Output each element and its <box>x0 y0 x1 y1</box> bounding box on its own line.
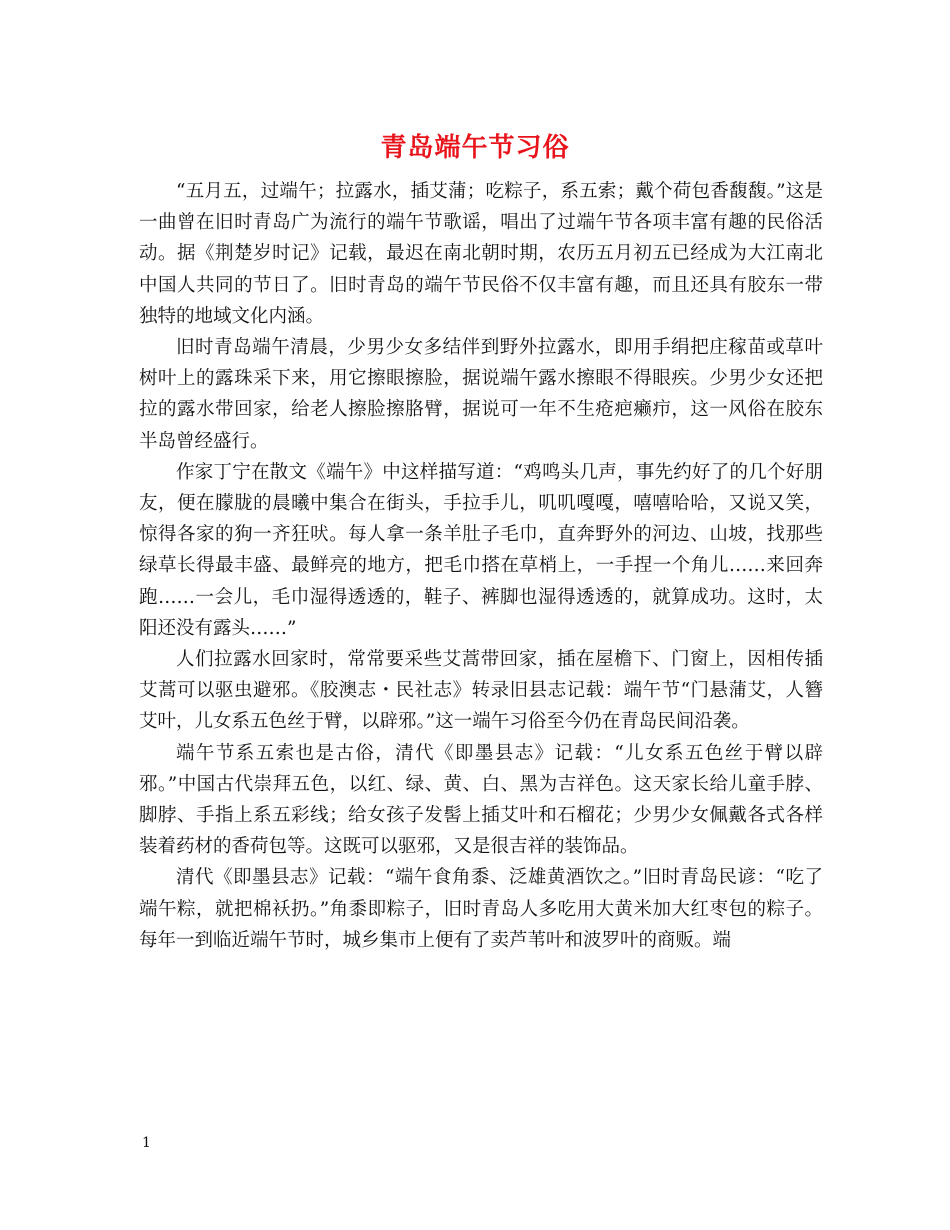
document-title: 青岛端午节习俗 <box>380 133 570 163</box>
paragraph-3: 作家丁宁在散文《端午》中这样描写道：“鸡鸣头几声，事先约好了的几个好朋友，便在朦胧的晨曦中集合在街头，手拉手儿，叽叽嘎嘎，嘻嘻哈哈，又说又笑，惊得各家的狗一齐狂吠。每人拿一条羊肚子毛巾，直奔野外的河边、山坡，找那些绿草长得最丰盛、最鲜亮的地方，把毛巾搭在草梢上，一手捏一个角儿……来回奔跑……一会儿，毛巾湿得透透的，鞋子、裤脚也湿得透透的，就算成功。这时，太阳还没有露头……” <box>139 461 823 639</box>
paragraph-2: 旧时青岛端午清晨，少男少女多结伴到野外拉露水，即用手绢把庄稼苗或草叶树叶上的露珠采下来，用它擦眼擦脸，据说端午露水擦眼不得眼疾。少男少女还把拉的露水带回家，给老人擦脸擦胳臂，据说可一年不生疮疤癞疖，这一风俗在胶东半岛曾经盛行。 <box>139 337 823 452</box>
paragraph-6: 清代《即墨县志》记载：“端午食角黍、泛雄黄酒饮之。”旧时青岛民谚：“吃了端午粽，就把棉袄扔。”角黍即粽子，旧时青岛人多吃用大黄米加大红枣包的粽子。每年一到临近端午节时，城乡集市上便有了卖芦苇叶和波罗叶的商贩。端 <box>139 867 823 951</box>
paragraph-5: 端午节系五索也是古俗，清代《即墨县志》记载：“儿女系五色丝于臂以辟邪。”中国古代崇拜五色，以红、绿、黄、白、黑为吉祥色。这天家长给儿童手脖、脚脖、手指上系五彩线；给女孩子发髻上插艾叶和石榴花；少男少女佩戴各式各样装着药材的香荷包等。这既可以驱邪，又是很吉祥的装饰品。 <box>139 742 823 858</box>
paragraph-1: “五月五，过端午；拉露水，插艾蒲；吃粽子，系五索；戴个荷包香馥馥。”这是一曲曾在旧时青岛广为流行的端午节歌谣，唱出了过端午节各项丰富有趣的民俗活动。据《荆楚岁时记》记载，最迟在南北朝时期，农历五月初五已经成为大江南北中国人共同的节日了。旧时青岛的端午节民俗不仅丰富有趣，而且还具有胶东一带独特的地域文化内涵。 <box>139 181 823 327</box>
paragraph-4: 人们拉露水回家时，常常要采些艾蒿带回家，插在屋檐下、门窗上，因相传插艾蒿可以驱虫避邪。《胶澳志・民社志》转录旧县志记载：端午节“门悬蒲艾，人簪艾叶，儿女系五色丝于臂，以辟邪。”这一端午习俗至今仍在青岛民间沿袭。 <box>139 649 823 733</box>
page-number: 1 <box>142 1135 151 1151</box>
document-body <box>139 176 823 956</box>
